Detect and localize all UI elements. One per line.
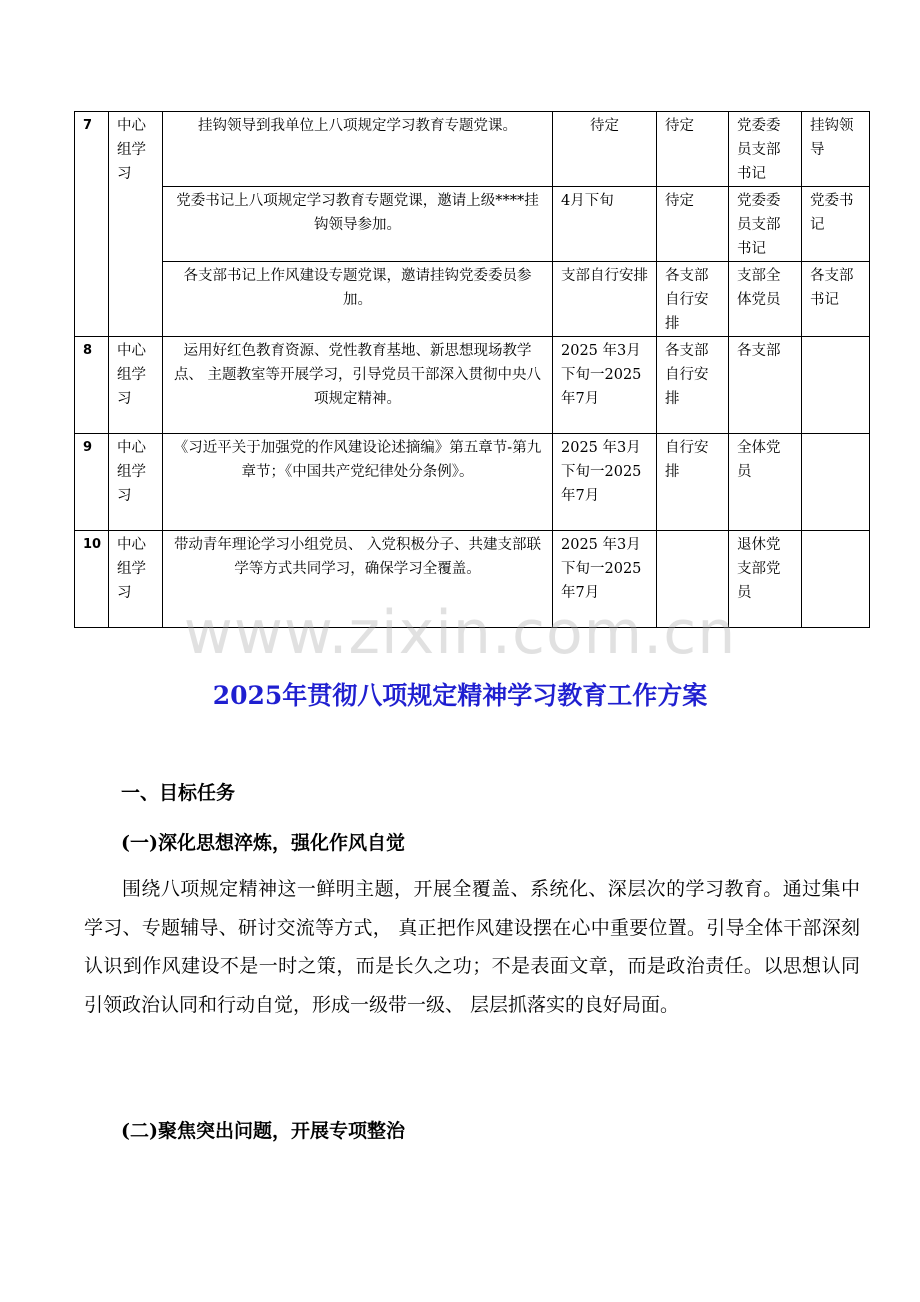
row-responsible — [802, 337, 870, 434]
row-number: 10 — [75, 531, 109, 628]
row-participants: 全体党员 — [729, 434, 802, 531]
row-content: 带动青年理论学习小组党员、 入党积极分子、共建支部联学等方式共同学习，确保学习全覆盖。 — [163, 531, 553, 628]
row-location: 自行安排 — [657, 434, 729, 531]
watermark: www.zixin.com.cn — [183, 598, 737, 668]
row-category: 中心组学习 — [109, 434, 163, 531]
row-responsible: 各支部书记 — [802, 262, 870, 337]
row-content: 运用好红色教育资源、党性教育基地、新思想现场教学点、 主题教室等开展学习，引导党员干部深入贯彻中央八项规定精神。 — [163, 337, 553, 434]
row-location: 各支部自行安排 — [657, 262, 729, 337]
row-content: 挂钩领导到我单位上八项规定学习教育专题党课。 — [163, 112, 553, 187]
table-row — [75, 262, 870, 337]
row-responsible: 挂钩领导 — [802, 112, 870, 187]
row-time: 待定 — [553, 112, 657, 187]
row-number: 7 — [75, 112, 109, 337]
row-number: 8 — [75, 337, 109, 434]
row-participants: 党委委员支部书记 — [729, 112, 802, 187]
row-category: 中心组学习 — [109, 531, 163, 628]
subsection-heading-1: (一)深化思想淬炼，强化作风自觉 — [121, 832, 405, 854]
row-content: 党委书记上八项规定学习教育专题党课，邀请上级****挂钩领导参加。 — [163, 187, 553, 262]
section-heading: 一、目标任务 — [121, 782, 236, 804]
paragraph: 围绕八项规定精神这一鲜明主题，开展全覆盖、系统化、深层次的学习教育。通过集中学习、专题辅导、研讨交流等方式， 真正把作风建设摆在心中重要位置。引导全体干部深刻认识到作风建设不是一时之策，而是长久之功；不是表面文章，而是政治责任。以思想认同引领政治认同和行动自觉，形成一级带一级、 层层抓落实的良好局面。 — [84, 878, 860, 1016]
row-responsible — [802, 434, 870, 531]
table-row — [75, 112, 870, 187]
table-row — [75, 337, 870, 434]
row-location: 待定 — [657, 112, 729, 187]
row-responsible: 党委书记 — [802, 187, 870, 262]
row-category: 中心组学习 — [109, 337, 163, 434]
row-category: 中心组学习 — [109, 112, 163, 337]
row-content: 《习近平关于加强党的作风建设论述摘编》第五章节-第九章节；《中国共产党纪律处分条例》。 — [163, 434, 553, 531]
plan-table — [74, 111, 870, 628]
row-participants: 退休党支部党员 — [729, 531, 802, 628]
document-title: 2025年贯彻八项规定精神学习教育工作方案 — [212, 681, 708, 710]
table-row — [75, 187, 870, 262]
row-content: 各支部书记上作风建设专题党课，邀请挂钩党委委员参加。 — [163, 262, 553, 337]
row-time: 2025 年3月下旬一2025年7月 — [553, 531, 657, 628]
row-time: 2025 年3月下旬一2025年7月 — [553, 434, 657, 531]
row-number: 9 — [75, 434, 109, 531]
row-time: 4月下旬 — [553, 187, 657, 262]
subsection-heading-2: (二)聚焦突出问题，开展专项整治 — [121, 1120, 405, 1142]
row-time: 2025 年3月下旬一2025年7月 — [553, 337, 657, 434]
row-location: 各支部自行安排 — [657, 337, 729, 434]
row-participants: 各支部 — [729, 337, 802, 434]
row-participants: 党委委员支部书记 — [729, 187, 802, 262]
row-time: 支部自行安排 — [553, 262, 657, 337]
table-row — [75, 434, 870, 531]
row-location: 待定 — [657, 187, 729, 262]
row-participants: 支部全体党员 — [729, 262, 802, 337]
